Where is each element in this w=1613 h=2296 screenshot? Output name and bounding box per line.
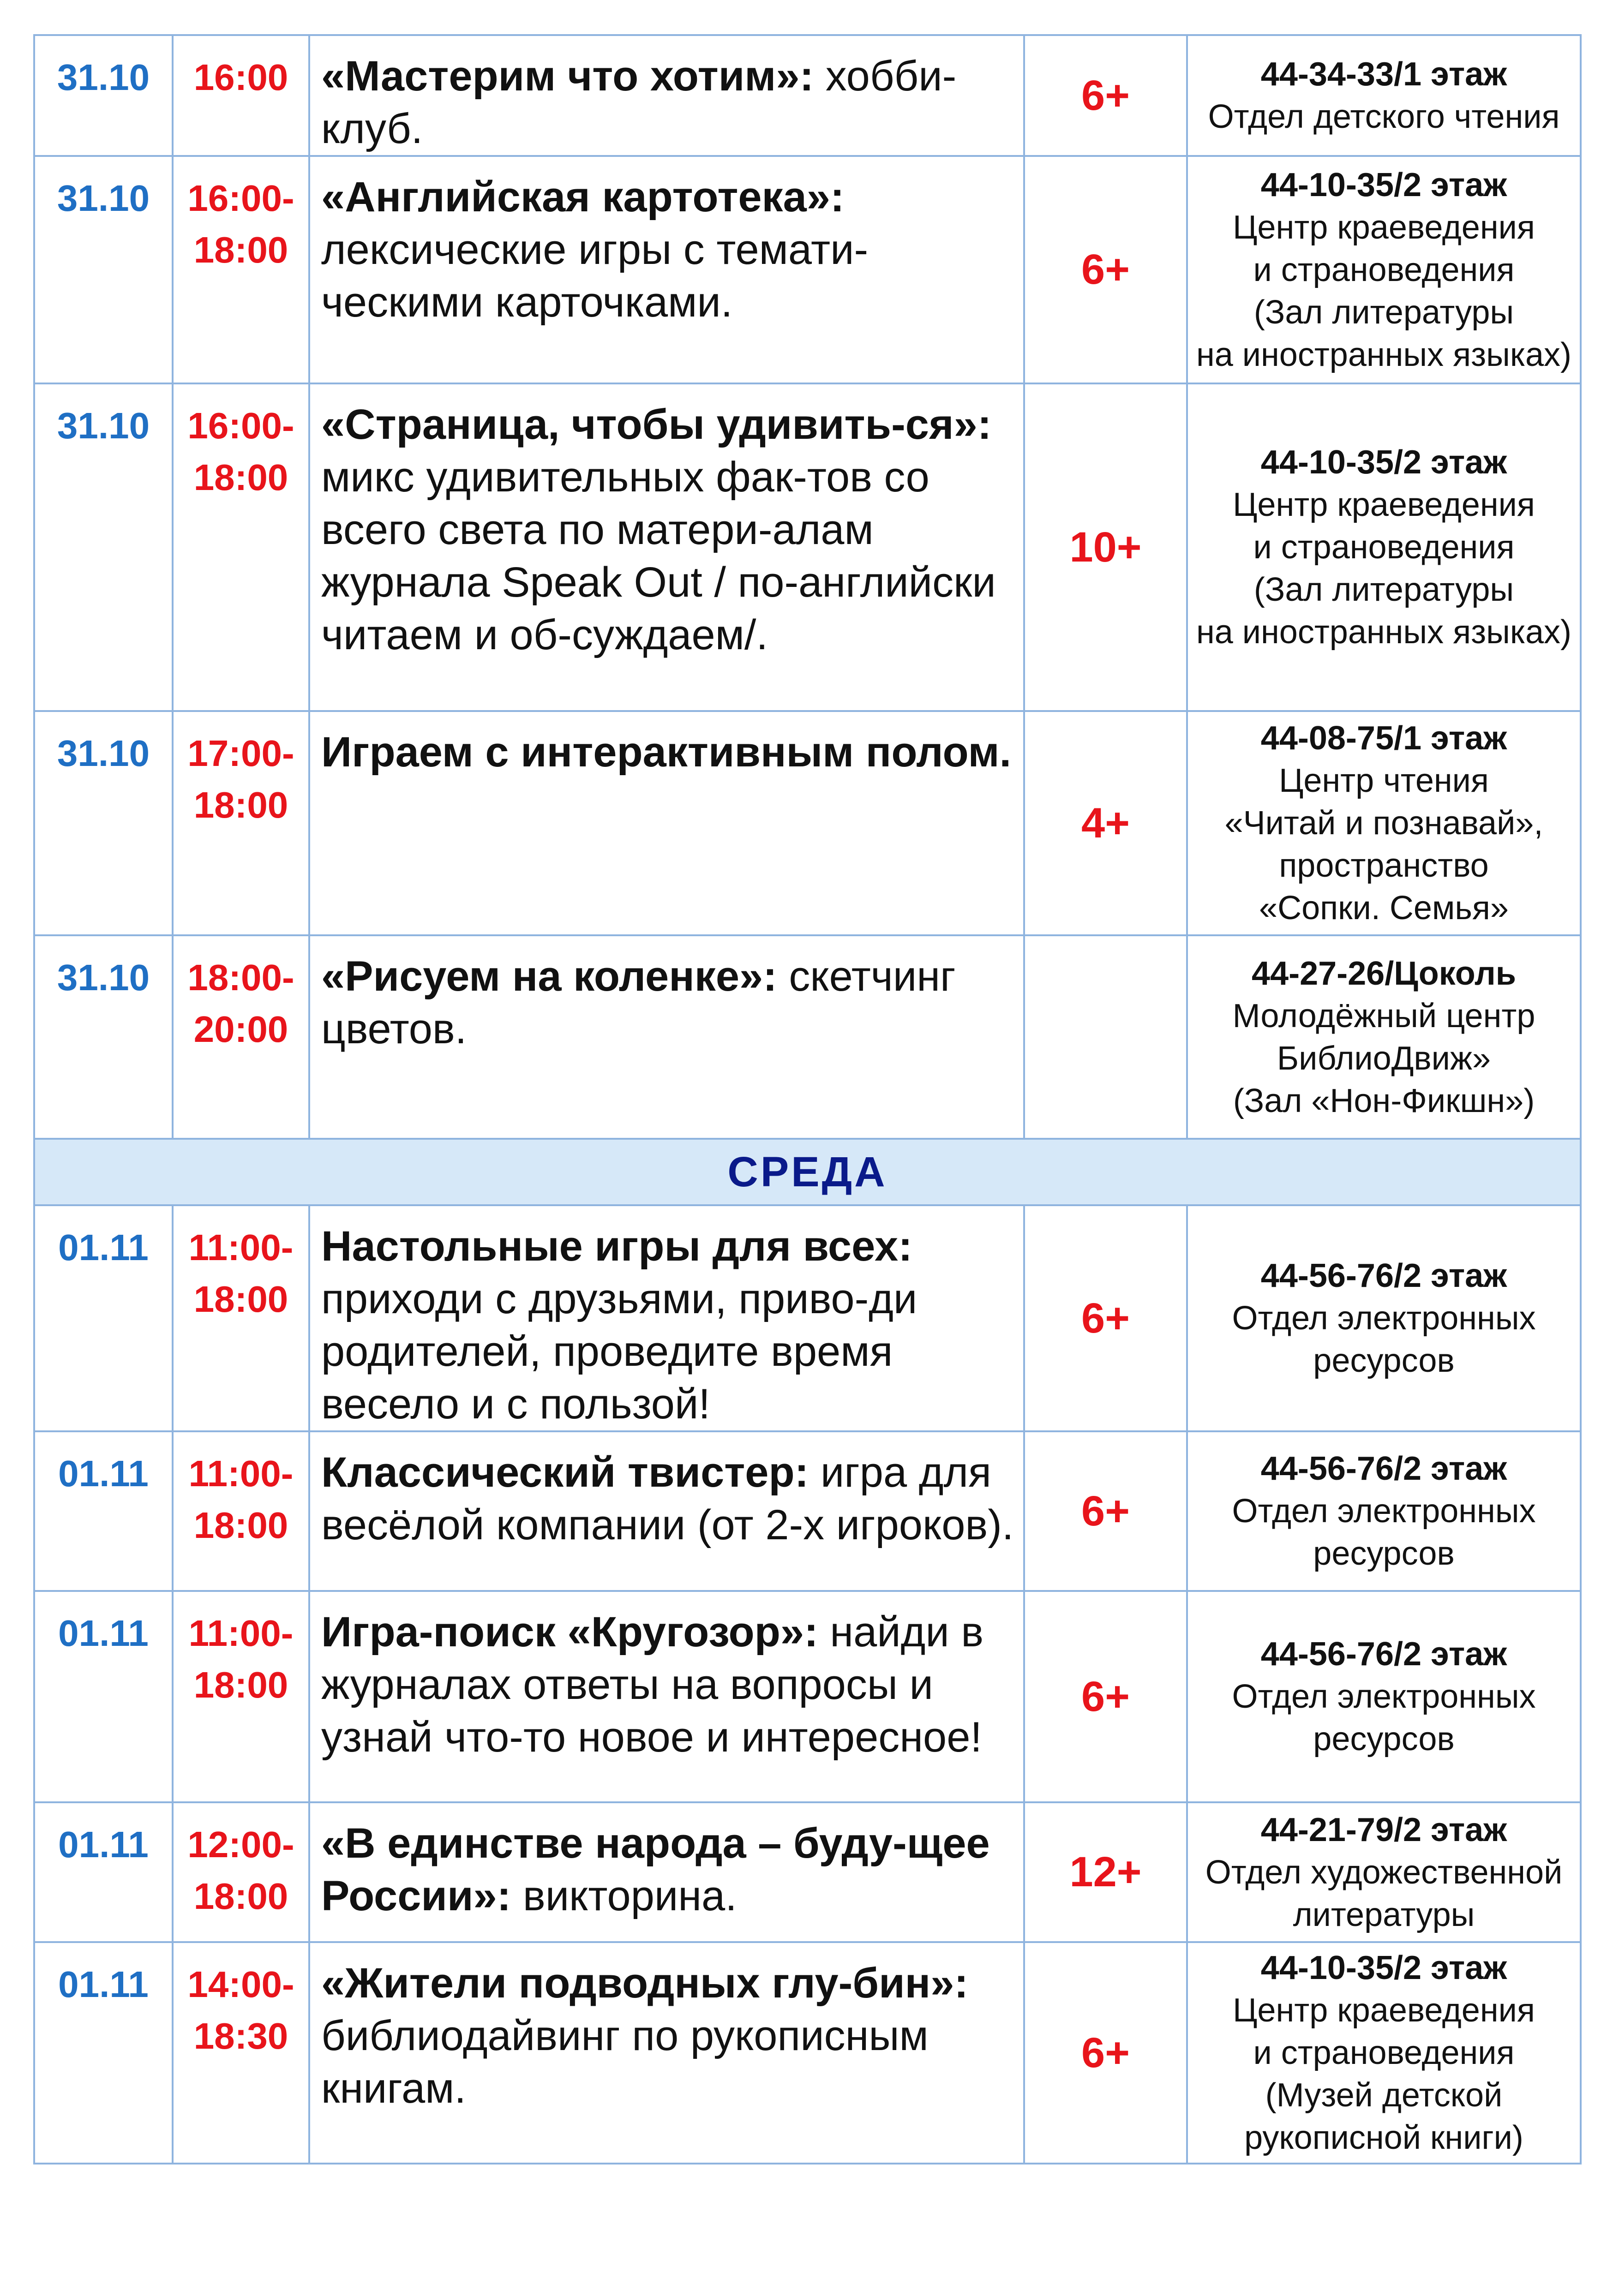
event-title — [309, 383, 1024, 711]
event-title — [309, 711, 1024, 935]
event-date: 01.11 — [34, 1431, 173, 1591]
event-age-rating: 6+ — [1024, 1205, 1187, 1431]
event-time: 12:00- 18:00 — [173, 1802, 309, 1942]
event-location-line: Отдел электронных — [1232, 1493, 1536, 1530]
event-location-line: и страноведения — [1253, 529, 1515, 566]
event-title-bold: «Жители подводных глу-бин»: — [321, 1960, 969, 2007]
event-title-bold: Играем с интерактивным полом. — [321, 729, 1012, 776]
event-location — [1187, 35, 1581, 156]
event-date: 01.11 — [34, 1802, 173, 1942]
event-title-bold: «Мастерим что хотим»: — [321, 53, 814, 100]
event-row — [34, 1431, 1581, 1591]
event-location-line: ресурсов — [1313, 1721, 1455, 1758]
event-location-line: (Зал «Нон-Фикшн») — [1233, 1082, 1535, 1119]
event-location — [1187, 156, 1581, 383]
event-age-rating: 6+ — [1024, 1591, 1187, 1802]
event-time: 14:00- 18:30 — [173, 1942, 309, 2164]
event-row — [34, 156, 1581, 383]
event-location-line: Центр краеведения — [1233, 209, 1535, 246]
event-title — [309, 1205, 1024, 1431]
event-date: 01.11 — [34, 1591, 173, 1802]
event-row — [34, 1591, 1581, 1802]
event-age-rating: 6+ — [1024, 1942, 1187, 2164]
event-title — [309, 1431, 1024, 1591]
event-location-line: рукописной книги) — [1244, 2119, 1523, 2156]
event-date: 31.10 — [34, 156, 173, 383]
event-phone-floor: 44-56-76/2 этаж — [1260, 1257, 1507, 1294]
event-location-line: Молодёжный центр — [1232, 997, 1535, 1034]
event-phone-floor: 44-21-79/2 этаж — [1260, 1811, 1507, 1848]
event-phone-floor: 44-56-76/2 этаж — [1260, 1636, 1507, 1673]
event-age-rating: 6+ — [1024, 1431, 1187, 1591]
event-location-line: и страноведения — [1253, 251, 1515, 288]
schedule-table — [33, 34, 1582, 2164]
event-title-rest: викторина. — [522, 1872, 737, 1919]
event-location-line: Центр краеведения — [1233, 1992, 1535, 2029]
event-time: 11:00- 18:00 — [173, 1591, 309, 1802]
event-location-line: на иностранных языках) — [1196, 336, 1572, 373]
event-date: 31.10 — [34, 711, 173, 935]
day-header: СРЕДА — [34, 1139, 1581, 1205]
event-location — [1187, 1431, 1581, 1591]
event-title-rest: найди в журналах ответы на вопросы и узнай что-то новое и интересное! — [321, 1608, 984, 1761]
event-title-bold: Классический твистер: — [321, 1449, 809, 1496]
schedule-sheet — [33, 34, 1580, 2164]
event-phone-floor: 44-27-26/Цоколь — [1252, 955, 1516, 992]
event-location-line: «Сопки. Семья» — [1259, 890, 1509, 927]
event-title-bold: «В единстве народа – буду-щее России»: — [321, 1820, 990, 1919]
event-time: 16:00- 18:00 — [173, 156, 309, 383]
event-title-bold: Игра-поиск «Кругозор»: — [321, 1608, 818, 1656]
event-location — [1187, 1591, 1581, 1802]
event-row — [34, 711, 1581, 935]
event-time: 11:00- 18:00 — [173, 1431, 309, 1591]
event-age-rating — [1024, 935, 1187, 1139]
event-title — [309, 1802, 1024, 1942]
event-location — [1187, 1802, 1581, 1942]
event-location-line: Отдел электронных — [1232, 1300, 1536, 1337]
event-location-line: литературы — [1293, 1896, 1475, 1933]
event-location-line: Центр краеведения — [1233, 486, 1535, 523]
event-date: 31.10 — [34, 383, 173, 711]
event-location-line: Отдел детского чтения — [1208, 98, 1560, 135]
event-title-bold: «Английская картотека»: — [321, 173, 845, 221]
event-location-line: ресурсов — [1313, 1535, 1455, 1572]
event-age-rating: 12+ — [1024, 1802, 1187, 1942]
event-age-rating: 6+ — [1024, 35, 1187, 156]
event-location-line: (Зал литературы — [1253, 293, 1514, 331]
event-time: 18:00- 20:00 — [173, 935, 309, 1139]
event-location-line: (Зал литературы — [1253, 571, 1514, 608]
event-date: 01.11 — [34, 1205, 173, 1431]
event-time: 16:00- 18:00 — [173, 383, 309, 711]
event-title-rest: игра для весёлой компании (от 2-х игроков). — [321, 1449, 1014, 1549]
event-row — [34, 935, 1581, 1139]
event-title-bold: «Рисуем на коленке»: — [321, 953, 777, 1000]
event-row — [34, 383, 1581, 711]
event-title — [309, 1591, 1024, 1802]
event-location-line: на иностранных языках) — [1196, 614, 1572, 651]
event-title-rest: лексические игры с темати-ческими карточками. — [321, 226, 869, 326]
event-location — [1187, 711, 1581, 935]
event-phone-floor: 44-10-35/2 этаж — [1260, 1949, 1507, 1986]
event-time: 11:00- 18:00 — [173, 1205, 309, 1431]
event-location-line: Отдел электронных — [1232, 1678, 1536, 1715]
event-phone-floor: 44-10-35/2 этаж — [1260, 166, 1507, 203]
event-date: 31.10 — [34, 35, 173, 156]
event-age-rating: 6+ — [1024, 156, 1187, 383]
event-time: 17:00- 18:00 — [173, 711, 309, 935]
event-title — [309, 156, 1024, 383]
event-location — [1187, 1942, 1581, 2164]
event-location-line: и страноведения — [1253, 2034, 1515, 2071]
event-location-line: Центр чтения — [1279, 762, 1489, 799]
event-location — [1187, 383, 1581, 711]
event-time: 16:00 — [173, 35, 309, 156]
event-title — [309, 935, 1024, 1139]
event-title-rest: хобби-клуб. — [321, 53, 957, 152]
event-title-rest: библиодайвинг по рукописным книгам. — [321, 2012, 929, 2112]
event-title-bold: «Страница, чтобы удивить-ся»: — [321, 401, 992, 448]
event-location — [1187, 935, 1581, 1139]
event-date: 31.10 — [34, 935, 173, 1139]
event-location — [1187, 1205, 1581, 1431]
event-location-line: Отдел художественной — [1205, 1854, 1563, 1891]
event-location-line: (Музей детской — [1265, 2077, 1503, 2114]
event-location-line: пространство — [1279, 847, 1489, 884]
event-title-rest: скетчинг цветов. — [321, 953, 956, 1052]
day-header-row — [34, 1139, 1581, 1205]
event-row — [34, 35, 1581, 156]
event-phone-floor: 44-08-75/1 этаж — [1260, 720, 1507, 757]
event-location-line: «Читай и познавай», — [1224, 805, 1543, 842]
event-title — [309, 1942, 1024, 2164]
event-phone-floor: 44-34-33/1 этаж — [1260, 56, 1507, 93]
event-age-rating: 4+ — [1024, 711, 1187, 935]
event-phone-floor: 44-56-76/2 этаж — [1260, 1450, 1507, 1487]
event-row — [34, 1802, 1581, 1942]
event-phone-floor: 44-10-35/2 этаж — [1260, 444, 1507, 481]
event-title-bold: Настольные игры для всех: — [321, 1223, 912, 1270]
schedule-body — [34, 35, 1581, 2164]
event-row — [34, 1942, 1581, 2164]
event-age-rating: 10+ — [1024, 383, 1187, 711]
event-title — [309, 35, 1024, 156]
event-date: 01.11 — [34, 1942, 173, 2164]
event-location-line: ресурсов — [1313, 1342, 1455, 1379]
event-title-rest: микс удивительных фак-тов со всего света по матери-алам журнала Speak Out / по-английски читаем и об-суждаем/. — [321, 454, 996, 658]
event-title-rest: приходи с друзьями, приво-ди родителей, проведите время весело и с пользой! — [321, 1275, 917, 1428]
event-location-line: БиблиоДвиж» — [1277, 1040, 1491, 1077]
event-row — [34, 1205, 1581, 1431]
